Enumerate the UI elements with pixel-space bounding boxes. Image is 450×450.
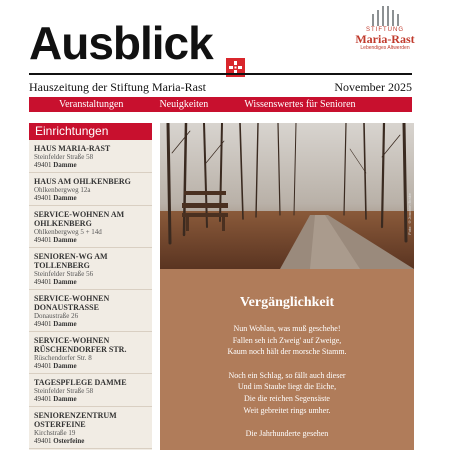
poem-line: Die Jahrhunderte gesehen [245,429,329,439]
facility-zip: 49401 [34,194,52,202]
facility-city-line [34,437,148,445]
facility-city: Damme [53,320,77,328]
poem-line: Weit gebreitet rings umher. [243,405,331,415]
stiftung-label: STIFTUNG [366,27,404,33]
facility-city: Damme [53,236,77,244]
main-navbar [29,97,412,112]
facility-city: Osterfeine [53,437,85,445]
poem-line: Die die reichen Segensäste [244,393,330,403]
facility-street: Steinfelder Straße 56 [34,270,94,278]
facility-street: Ohlkenbergweg 12a [34,186,91,194]
facility-item[interactable] [29,206,152,248]
poem-line: Nun Wohlan, was muß geschehe! [233,324,341,333]
facility-item[interactable] [29,374,152,407]
facility-city: Damme [53,278,77,286]
facility-street: Rüschendorfer Str. 8 [34,354,92,362]
facility-street: Donaustraße 26 [34,312,79,320]
sidebar-heading: Einrichtungen [29,123,152,140]
forest-path-image [160,123,414,269]
poem-line: Fallen seh ich Zweig' auf Zweige, [232,335,342,345]
poem-stanza [160,370,414,416]
poem-section [160,269,414,450]
facility-zip: 49401 [34,395,52,403]
facility-name: SERVICE-WOHNEN AM OHLKENBERG [34,210,125,228]
facility-item[interactable] [29,140,152,173]
facility-city-line [34,362,148,370]
newsletter-subtitle: Hauszeitung der Stiftung Maria-Rast [29,80,206,94]
issue-date: November 2025 [334,80,412,94]
facility-item[interactable] [29,332,152,374]
facility-city-line [34,236,148,244]
facility-city-line [34,395,148,403]
facility-name: SENIOREN-WG AM TOLLENBERG [34,252,108,270]
newsletter-title: Ausblick [29,17,213,69]
autumn-forest-photo [160,123,414,269]
facility-item[interactable] [29,173,152,206]
facility-city-line [34,194,148,202]
facility-name: HAUS AM OHLKENBERG [34,177,131,186]
nav-wissenswertes[interactable]: Wissenswertes für Senioren [244,99,356,110]
facility-city: Damme [53,194,77,202]
facility-name: HAUS MARIA-RAST [34,144,111,153]
poem-stanza [160,323,414,358]
nav-neuigkeiten[interactable]: Neuigkeiten [159,99,209,110]
facility-street: Steinfelder Straße 58 [34,387,94,395]
facility-street: Kirchstraße 19 [34,429,76,437]
facility-city-line [34,278,148,286]
poem-title: Vergänglichkeit [239,295,335,310]
facility-street: Ohlkenbergweg 5 + 14d [34,228,102,236]
stiftung-bars-icon [340,6,430,26]
facility-name: SENIORENZENTRUM OSTERFEINE [34,411,117,429]
facility-name: TAGESPFLEGE DAMME [34,378,127,387]
masthead-divider [29,73,412,75]
facility-city-line [34,161,148,169]
facility-zip: 49401 [34,161,52,169]
poem-line: Noch ein Schlag, so fällt auch dieser [228,370,346,380]
stiftung-logo [340,6,430,51]
facility-city: Damme [53,362,77,370]
facilities-sidebar [29,123,152,450]
facility-zip: 49401 [34,320,52,328]
stiftung-tagline: Lebendiges Altwerden [360,45,410,51]
facility-street: Steinfelder Straße 58 [34,153,94,161]
facility-item[interactable] [29,407,152,449]
nav-veranstaltungen[interactable]: Veranstaltungen [59,99,124,110]
facility-zip: 49401 [34,236,52,244]
facility-zip: 49401 [34,362,52,370]
facility-item[interactable] [29,290,152,332]
poem-line: Und im Staube liegt die Eiche, [237,382,337,392]
stiftung-name: Maria-Rast [355,32,415,46]
facility-city: Damme [53,161,77,169]
facility-zip: 49401 [34,437,52,445]
photo-credit: Foto: ©Joachim Brake [407,193,412,235]
poem-line: Kaum noch hält der morsche Stamm. [227,347,347,357]
poem-stanza [160,428,414,440]
facility-zip: 49401 [34,278,52,286]
facility-city: Damme [53,395,77,403]
facility-name: SERVICE-WOHNEN RÜSCHENDORFER STR. [34,336,127,354]
facility-item[interactable] [29,248,152,290]
facility-city-line [34,320,148,328]
facility-name: SERVICE-WOHNEN DONAUSTRASSE [34,294,110,312]
